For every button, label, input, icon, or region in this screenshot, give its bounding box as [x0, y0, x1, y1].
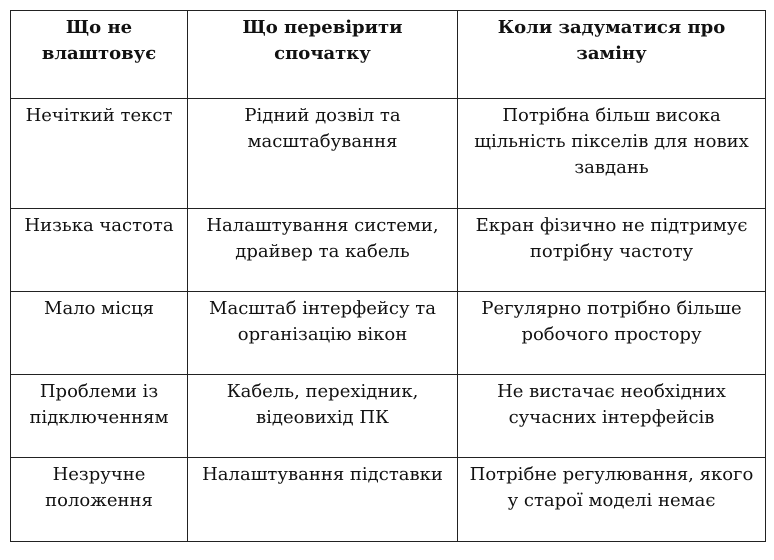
cell-check-first: Налаштування системи, драйвер та кабель	[188, 209, 458, 292]
table-row	[11, 209, 766, 292]
cell-problem: Нечіткий текст	[11, 99, 188, 209]
header-problem: Що не влаштовує	[11, 11, 188, 99]
cell-problem: Мало місця	[11, 292, 188, 375]
table-row	[11, 458, 766, 542]
table-row	[11, 99, 766, 209]
table-row	[11, 375, 766, 458]
cell-check-first: Налаштування підставки	[188, 458, 458, 542]
cell-when-replace: Екран фізично не підтримує потрібну частоту	[458, 209, 766, 292]
cell-problem: Низька частота	[11, 209, 188, 292]
header-when-replace: Коли задуматися про заміну	[458, 11, 766, 99]
cell-check-first: Масштаб інтерфейсу та організацію вікон	[188, 292, 458, 375]
cell-problem: Незручне положення	[11, 458, 188, 542]
cell-when-replace: Регулярно потрібно більше робочого простору	[458, 292, 766, 375]
cell-problem: Проблеми із підключенням	[11, 375, 188, 458]
table-row	[11, 292, 766, 375]
cell-check-first: Кабель, перехідник, відеовихід ПК	[188, 375, 458, 458]
cell-when-replace: Потрібне регулювання, якого у старої моделі немає	[458, 458, 766, 542]
cell-when-replace: Не вистачає необхідних сучасних інтерфейсів	[458, 375, 766, 458]
header-check-first: Що перевірити спочатку	[188, 11, 458, 99]
cell-check-first: Рідний дозвіл та масштабування	[188, 99, 458, 209]
cell-when-replace: Потрібна більш висока щільність пікселів для нових завдань	[458, 99, 766, 209]
table-header-row	[11, 11, 766, 99]
comparison-table	[10, 10, 766, 542]
